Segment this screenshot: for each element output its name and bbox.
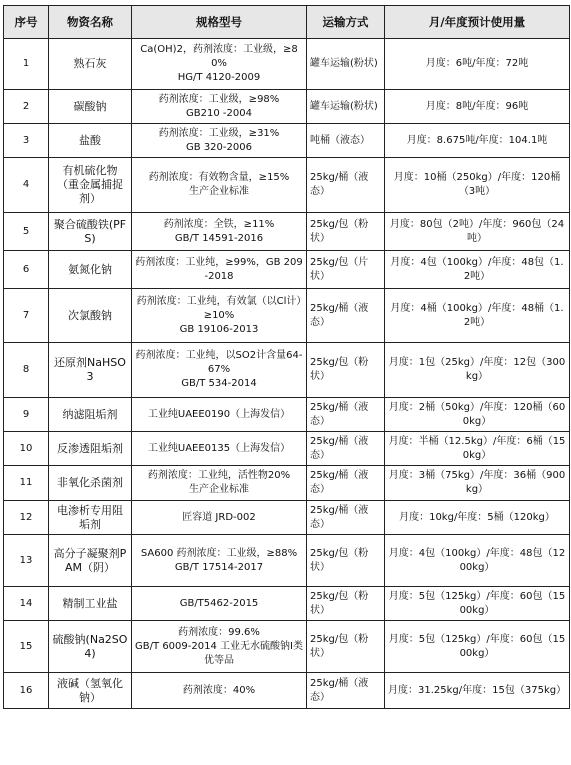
table-row <box>4 398 570 432</box>
specification: 药剂浓度：工业级，≥98% GB210 -2004 <box>132 90 307 124</box>
table-row <box>4 501 570 535</box>
material-name: 反渗透阻垢剂 <box>49 432 132 466</box>
usage-amount: 月度：1包（25kg）/年度：12包（300kg） <box>385 343 570 398</box>
header-material-name: 物资名称 <box>49 6 132 39</box>
material-name: 聚合硫酸铁(PFS) <box>49 213 132 251</box>
row-number: 5 <box>4 213 49 251</box>
transport-method: 25kg/桶（液态） <box>307 501 385 535</box>
row-number: 9 <box>4 398 49 432</box>
table-row <box>4 158 570 213</box>
row-number: 2 <box>4 90 49 124</box>
material-name: 碳酸钠 <box>49 90 132 124</box>
specification: 药剂浓度：有效物含量，≥15% 生产企业标准 <box>132 158 307 213</box>
transport-method: 25kg/包（粉状） <box>307 587 385 621</box>
row-number: 14 <box>4 587 49 621</box>
table-row <box>4 251 570 289</box>
transport-method: 吨桶（液态） <box>307 124 385 158</box>
specification: 药剂浓度：工业纯，活性物20% 生产企业标准 <box>132 466 307 501</box>
materials-table <box>3 5 570 709</box>
material-name: 有机硫化物（重金属捕捉剂） <box>49 158 132 213</box>
row-number: 3 <box>4 124 49 158</box>
table-row <box>4 343 570 398</box>
row-number: 7 <box>4 289 49 343</box>
row-number: 16 <box>4 673 49 709</box>
row-number: 10 <box>4 432 49 466</box>
table-row <box>4 587 570 621</box>
usage-amount: 月度：5包（125kg）/年度：60包（1500kg） <box>385 587 570 621</box>
transport-method: 25kg/桶（液态） <box>307 673 385 709</box>
table-body <box>4 39 570 709</box>
row-number: 12 <box>4 501 49 535</box>
table-row <box>4 213 570 251</box>
material-name: 次氯酸钠 <box>49 289 132 343</box>
specification: GB/T5462-2015 <box>132 587 307 621</box>
transport-method: 罐车运输(粉状) <box>307 90 385 124</box>
table-row <box>4 466 570 501</box>
header-usage: 月/年度预计使用量 <box>385 6 570 39</box>
material-name: 液碱（氢氧化钠） <box>49 673 132 709</box>
material-name: 电渗析专用阻垢剂 <box>49 501 132 535</box>
specification: 工业纯UAEE0190（上海发信） <box>132 398 307 432</box>
table-row <box>4 90 570 124</box>
specification: 药剂浓度：工业级，≥31% GB 320-2006 <box>132 124 307 158</box>
usage-amount: 月度：80包（2吨）/年度：960包（24吨） <box>385 213 570 251</box>
usage-amount: 月度：4包（100kg）/年度：48包（1.2吨） <box>385 251 570 289</box>
usage-amount: 月度：8.675吨/年度：104.1吨 <box>385 124 570 158</box>
table-row <box>4 289 570 343</box>
table-row <box>4 124 570 158</box>
transport-method: 25kg/包（粉状） <box>307 535 385 587</box>
usage-amount: 月度：10桶（250kg）/年度：120桶（3吨） <box>385 158 570 213</box>
header-specification: 规格型号 <box>132 6 307 39</box>
material-name: 熟石灰 <box>49 39 132 90</box>
usage-amount: 月度：6吨/年度：72吨 <box>385 39 570 90</box>
transport-method: 25kg/包（粉状） <box>307 213 385 251</box>
table-row <box>4 432 570 466</box>
usage-amount: 月度：4包（100kg）/年度：48包（1200kg） <box>385 535 570 587</box>
specification: 匠容道 JRD-002 <box>132 501 307 535</box>
row-number: 8 <box>4 343 49 398</box>
specification: SA600 药剂浓度：工业级，≥88% GB/T 17514-2017 <box>132 535 307 587</box>
row-number: 6 <box>4 251 49 289</box>
specification: 药剂浓度：工业纯，有效氯（以Cl计）≥10% GB 19106-2013 <box>132 289 307 343</box>
row-number: 15 <box>4 621 49 673</box>
specification: 药剂浓度：99.6% GB/T 6009-2014 工业无水硫酸钠Ⅰ类优等品 <box>132 621 307 673</box>
usage-amount: 月度：31.25kg/年度：15包（375kg） <box>385 673 570 709</box>
usage-amount: 月度：半桶（12.5kg）/年度：6桶（150kg） <box>385 432 570 466</box>
usage-amount: 月度：4桶（100kg）/年度：48桶（1.2吨） <box>385 289 570 343</box>
table-row <box>4 39 570 90</box>
material-name: 纳滤阻垢剂 <box>49 398 132 432</box>
usage-amount: 月度：8吨/年度：96吨 <box>385 90 570 124</box>
specification: 药剂浓度：全铁，≥11% GB/T 14591-2016 <box>132 213 307 251</box>
specification: 药剂浓度：工业纯，以SO2计含量64-67% GB/T 534-2014 <box>132 343 307 398</box>
transport-method: 25kg/桶（液态） <box>307 432 385 466</box>
table-header-row <box>4 6 570 39</box>
transport-method: 25kg/桶（液态） <box>307 398 385 432</box>
specification: 药剂浓度：40% <box>132 673 307 709</box>
specification: 工业纯UAEE0135（上海发信） <box>132 432 307 466</box>
material-name: 硫酸钠(Na2SO4) <box>49 621 132 673</box>
material-name: 高分子凝聚剂PAM（阴） <box>49 535 132 587</box>
material-name: 精制工业盐 <box>49 587 132 621</box>
transport-method: 罐车运输(粉状) <box>307 39 385 90</box>
header-number: 序号 <box>4 6 49 39</box>
transport-method: 25kg/包（粉状） <box>307 343 385 398</box>
material-name: 还原剂NaHSO3 <box>49 343 132 398</box>
table-row <box>4 535 570 587</box>
table-row <box>4 621 570 673</box>
usage-amount: 月度：2桶（50kg）/年度：120桶（600kg） <box>385 398 570 432</box>
row-number: 4 <box>4 158 49 213</box>
usage-amount: 月度：10kg/年度：5桶（120kg） <box>385 501 570 535</box>
material-name: 非氧化杀菌剂 <box>49 466 132 501</box>
usage-amount: 月度：3桶（75kg）/年度：36桶（900kg） <box>385 466 570 501</box>
table-row <box>4 673 570 709</box>
transport-method: 25kg/包（粉状） <box>307 621 385 673</box>
material-name: 盐酸 <box>49 124 132 158</box>
material-name: 氨氮化钠 <box>49 251 132 289</box>
specification: 药剂浓度：工业纯，≥99%，GB 209-2018 <box>132 251 307 289</box>
usage-amount: 月度：5包（125kg）/年度：60包（1500kg） <box>385 621 570 673</box>
transport-method: 25kg/包（片状） <box>307 251 385 289</box>
transport-method: 25kg/桶（液态） <box>307 289 385 343</box>
specification: Ca(OH)2，药剂浓度：工业级，≥80% HG/T 4120-2009 <box>132 39 307 90</box>
row-number: 11 <box>4 466 49 501</box>
header-transport: 运输方式 <box>307 6 385 39</box>
row-number: 1 <box>4 39 49 90</box>
transport-method: 25kg/桶（液态） <box>307 158 385 213</box>
row-number: 13 <box>4 535 49 587</box>
transport-method: 25kg/桶（液态） <box>307 466 385 501</box>
